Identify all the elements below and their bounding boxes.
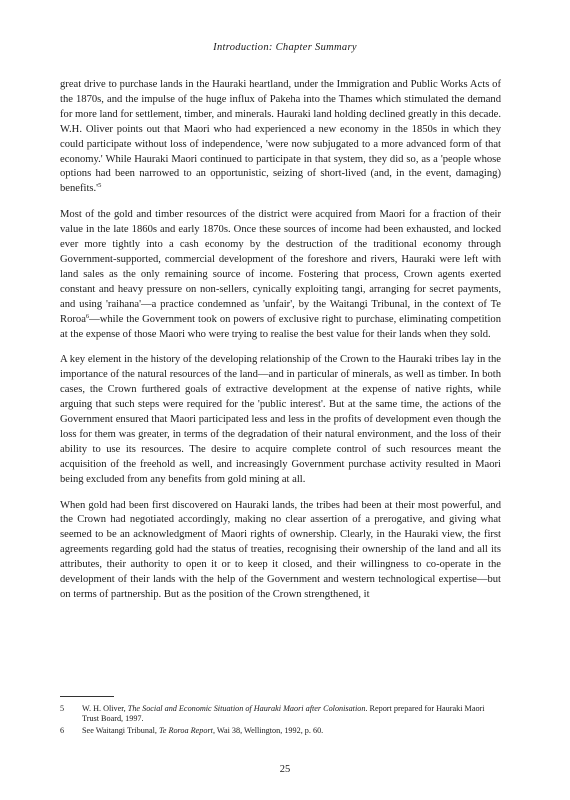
- footnote: [60, 726, 501, 736]
- footnote-divider: [60, 696, 114, 697]
- paragraph: [60, 499, 501, 603]
- paragraph-text: —while the Government took on powers of exclusive right to purchase, eliminating competition at the expense of those Maori who were trying to realise the best value for their lands when they sold.: [60, 313, 501, 340]
- footnote-ref[interactable]: 5: [98, 182, 102, 190]
- footnote-number: 6: [60, 725, 65, 735]
- footnote-title: Te Roroa Report: [158, 725, 213, 735]
- paragraph-text: When gold had been first discovered on Hauraki lands, the tribes had been at their most powerful, and the Crown had negotiated accordingly, making no clear assertion of a prerogative, and giving what seemed to be an acknowledgment of Maori rights of ownership. Clearly, in the Hauraki view, the first agreements regarding gold had the status of treaties, recognising their ownership of the land and all its attributes, their authority to open it or to keep it closed, and their willingness to co-operate in the development of their lands with the help of the Government and western technological expertise—but on terms of partnership. But as the position of the Crown strengthened, it: [60, 499, 501, 600]
- paragraph-text: Most of the gold and timber resources of the district were acquired from Maori for a fraction of their value in the late 1860s and early 1870s. Once these sources of income had been exhausted, and locked ever more tightly into a cash economy by the destruction of the traditional economy through Government-supported, commercial development of the foreshore and rivers, Hauraki were left with land sales as the only remaining source of income. Fostering that process, Crown agents exerted constant and heavy pressure on non-sellers, cynically exploiting tangi, arranging for secret payments, and using 'raihana'—a practice condemned as 'unfair', by the Waitangi Tribunal, in the context of Te Roroa: [60, 209, 501, 325]
- footnote-number: 5: [60, 704, 65, 713]
- paragraph: [60, 208, 501, 342]
- footnote-text: [82, 704, 501, 725]
- paragraph-text: great drive to purchase lands in the Hauraki heartland, under the Immigration and Public Works Acts of the 1870s, and the impulse of the huge influx of Pakeha into the Thames which stimulated the demand for more land for settlement, timber, and minerals. Hauraki land holding declined greatly in this decade. W.H. Oliver points out that Maori who had experienced a new economy in the 1850s in which they could participate without loss of independence, 'were now subjugated to a more advanced form of that economy.' While Hauraki Maori continued to participate in that system, they did so, as a 'people whose options had been narrowed to an opportunistic, seizing of short-lived (and, in the event, damaging) benefits.': [60, 79, 501, 195]
- footnote-post: , Wai 38, Wellington, 1992, p. 60.: [212, 725, 324, 735]
- body-text: [60, 78, 501, 614]
- footnote: [60, 704, 501, 725]
- footnote-post: . Report prepared for Hauraki Maori Trust Board, 1997.: [82, 704, 485, 724]
- footnotes: [60, 704, 501, 737]
- page-number: 25: [279, 764, 291, 775]
- paragraph-text: A key element in the history of the developing relationship of the Crown to the Hauraki tribes lay in the importance of the natural resources of the land—and in particular of minerals, as well as timber. In both cases, the Crown furthered goals of extractive development at the expense of native rights, while arguing that such steps were required for the 'public interest'. But at the same time, the actions of the Government ensured that Maori participated less and less in the profits of development even though the loss for them was greater, in terms of the degradation of their natural environment, and the loss of their ability to use its resources. The desire to acquire complete control of such resources meant the acquisition of the freehold as well, and increasingly Government purchase activity resulted in Maori being excluded from any benefits from gold mining at all.: [60, 354, 501, 485]
- footnote-pre: See Waitangi Tribunal,: [82, 725, 159, 735]
- footnote-text: [82, 726, 501, 736]
- footnote-ref[interactable]: 6: [85, 312, 90, 320]
- paragraph: [60, 353, 501, 487]
- footnote-pre: W. H. Oliver,: [82, 704, 128, 713]
- footnote-title: The Social and Economic Situation of Hauraki Maori after Colonisation: [127, 704, 366, 713]
- running-header: Introduction: Chapter Summary: [213, 42, 357, 53]
- paragraph: [60, 78, 501, 197]
